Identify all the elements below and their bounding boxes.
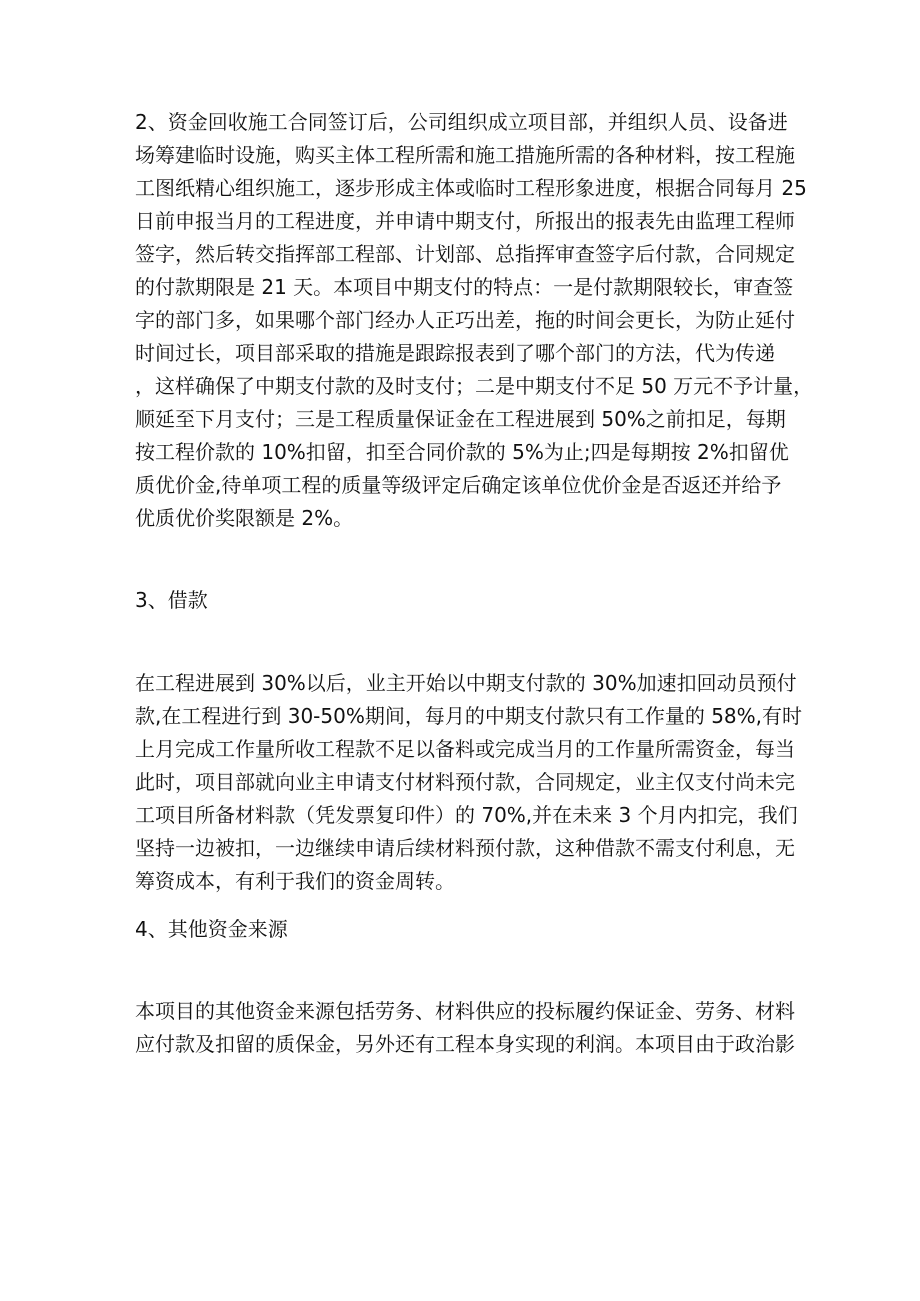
section4-heading: 4、其他资金来源 <box>135 917 288 941</box>
section2-line-12: 质优价金,待单项工程的质量等级评定后确定该单位优价金是否返还并给予 <box>135 473 782 497</box>
section2-line-6: 的付款期限是 21 天。本项目中期支付的特点：一是付款期限较长，审查签 <box>135 275 794 299</box>
section2-line-10: 顺延至下月支付；三是工程质量保证金在工程进展到 50%之前扣足，每期 <box>135 407 786 431</box>
section2-line-5: 签字，然后转交指挥部工程部、计划部、总指挥审查签字后付款，合同规定 <box>135 242 795 266</box>
section2-line-13: 优质优价奖限额是 2%。 <box>135 506 354 530</box>
section4-line-1: 本项目的其他资金来源包括劳务、材料供应的投标履约保证金、劳务、材料 <box>135 999 795 1023</box>
section3-line-7: 筹资成本，有利于我们的资金周转。 <box>135 869 455 893</box>
section2-line-7: 字的部门多，如果哪个部门经办人正巧出差，拖的时间会更长，为防止延付 <box>135 308 795 332</box>
section2-line-9: ，这样确保了中期支付款的及时支付；二是中期支付不足 50 万元不予计量， <box>135 374 814 398</box>
section3-line-5: 工项目所备材料款（凭发票复印件）的 70%,并在未来 3 个月内扣完，我们 <box>135 803 798 827</box>
section2-line-3: 工图纸精心组织施工，逐步形成主体或临时工程形象进度，根据合同每月 25 <box>135 176 807 200</box>
section2-line-8: 时间过长，项目部采取的措施是跟踪报表到了哪个部门的方法，代为传递 <box>135 341 775 365</box>
section3-heading: 3、借款 <box>135 588 208 612</box>
section3-line-1: 在工程进展到 30%以后，业主开始以中期支付款的 30%加速扣回动员预付 <box>135 671 797 695</box>
section2-line-2: 场筹建临时设施，购买主体工程所需和施工措施所需的各种材料，按工程施 <box>135 143 795 167</box>
section3-line-3: 上月完成工作量所收工程款不足以备料或完成当月的工作量所需资金，每当 <box>135 737 795 761</box>
section3-line-6: 坚持一边被扣，一边继续申请后续材料预付款，这种借款不需支付利息，无 <box>135 836 795 860</box>
section2-line-11: 按工程价款的 10%扣留，扣至合同价款的 5%为止;四是每期按 2%扣留优 <box>135 440 789 464</box>
section3-line-2: 款,在工程进行到 30-50%期间，每月的中期支付款只有工作量的 58%,有时 <box>135 704 803 728</box>
section4-line-2: 应付款及扣留的质保金，另外还有工程本身实现的利润。本项目由于政治影 <box>135 1032 795 1056</box>
section2-line-4: 日前申报当月的工程进度，并申请中期支付，所报出的报表先由监理工程师 <box>135 209 795 233</box>
section3-line-4: 此时，项目部就向业主申请支付材料预付款，合同规定，业主仅支付尚未完 <box>135 770 795 794</box>
section2-line-1: 2、资金回收施工合同签订后，公司组织成立项目部，并组织人员、设备进 <box>135 110 788 134</box>
